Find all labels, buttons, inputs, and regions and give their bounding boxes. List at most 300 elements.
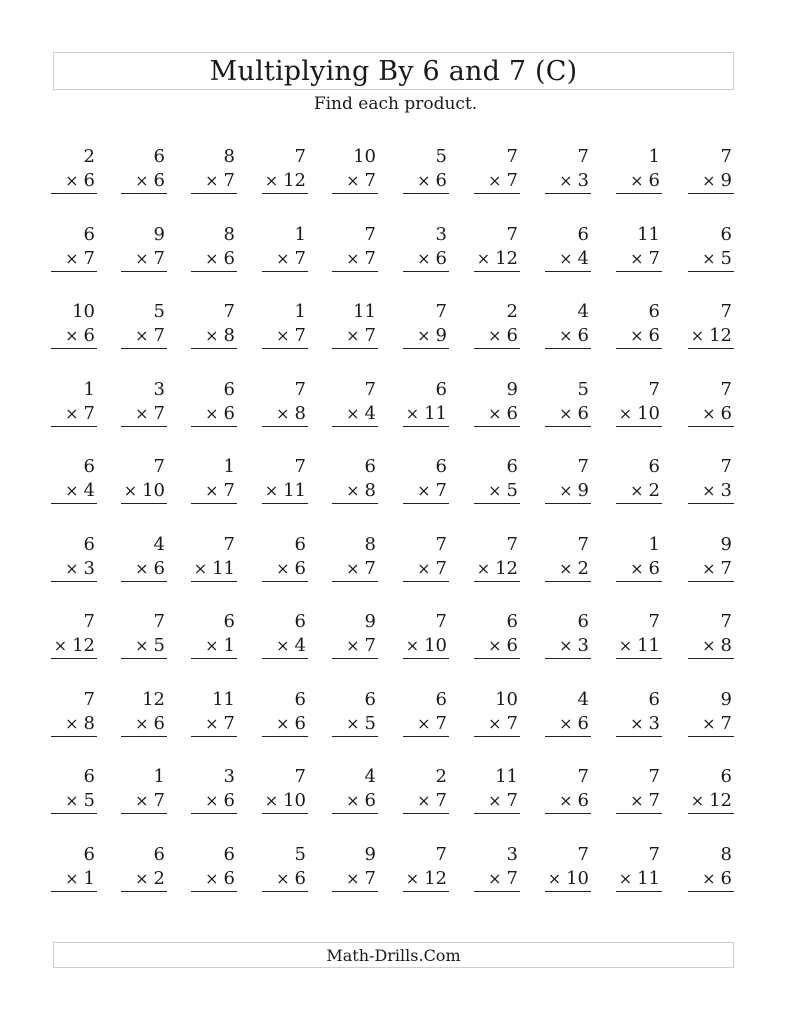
times-sign: × [559,248,573,268]
times-sign: × [346,481,360,500]
multiplier-line [545,789,591,814]
multiplier: 5 [364,712,376,734]
multiplication-problem [188,843,257,921]
times-sign: × [65,326,79,345]
times-sign: × [630,248,644,268]
times-sign: × [205,791,219,810]
multiplication-problem [257,455,326,533]
multiplication-problem [671,533,740,611]
multiplier-line [51,324,97,349]
multiplicand: 4 [153,533,165,555]
multiplicand: 11 [495,766,518,787]
multiplicand: 4 [577,688,589,710]
multiplier-line [332,712,378,737]
problem-body [332,145,378,194]
times-sign: × [417,481,431,500]
multiplier-line [332,479,378,504]
multiplier-line [688,712,734,737]
multiplier: 11 [637,867,660,889]
problem-body [616,223,662,272]
multiplier: 6 [648,170,660,191]
multiplication-problem [671,378,740,456]
multiplier-line [403,402,449,427]
multiplier-line [262,557,308,582]
problem-body [262,533,308,582]
multiplication-problem [119,843,188,921]
multiplier: 7 [153,325,165,346]
multiplication-problem [395,145,464,223]
multiplicand: 7 [720,301,732,322]
times-sign: × [417,558,431,578]
multiplier-line [191,324,237,349]
multiplicand: 6 [83,843,95,865]
multiplier-line [332,402,378,427]
multiplier-line [262,712,308,737]
multiplicand: 6 [294,533,306,555]
multiplier-line [616,324,662,349]
multiplication-problem [50,610,119,688]
times-sign: × [276,248,290,268]
multiplication-problem [395,223,464,301]
multiplication-problem [464,610,533,688]
multiplicand: 2 [83,146,95,167]
multiplicand: 7 [153,456,165,477]
multiplier-line [332,324,378,349]
problem-body [191,455,237,504]
multiplier: 9 [577,480,589,501]
times-sign: × [618,403,633,423]
multiplier: 11 [637,635,660,656]
problem-row [50,610,740,688]
multiplier-line [332,789,378,814]
times-sign: × [276,713,290,733]
multiplier-line [121,712,167,737]
multiplicand: 6 [223,378,235,400]
problem-body [688,300,734,349]
multiplication-problem [464,688,533,766]
multiplier: 10 [142,480,165,501]
multiplicand: 3 [435,223,447,245]
multiplier-line [121,789,167,814]
multiplication-problem [602,533,671,611]
multiplier: 6 [577,712,589,734]
times-sign: × [53,636,68,655]
multiplier: 7 [364,635,376,656]
footer-box [53,942,734,968]
times-sign: × [618,868,633,888]
multiplication-problem [464,455,533,533]
multiplicand: 6 [648,456,660,477]
multiplier: 4 [294,635,306,656]
multiplier: 3 [648,712,660,734]
multiplier: 7 [720,557,732,579]
multiplicand: 8 [364,533,376,555]
multiplier-line [121,867,167,892]
problem-body [474,455,520,504]
problem-body [262,765,308,814]
multiplication-problem [671,610,740,688]
times-sign: × [630,791,644,810]
multiplier-line [474,479,520,504]
multiplier: 6 [506,402,518,424]
times-sign: × [346,403,360,423]
multiplier-line [403,479,449,504]
problem-body [191,300,237,349]
multiplication-problem [257,610,326,688]
times-sign: × [205,713,219,733]
multiplier-line [121,324,167,349]
problem-body [403,300,449,349]
multiplication-problem [188,223,257,301]
multiplier: 12 [72,635,95,656]
problem-body [688,688,734,737]
times-sign: × [405,868,420,888]
multiplier: 6 [153,170,165,191]
multiplication-problem [188,300,257,378]
multiplication-problem [119,610,188,688]
multiplication-problem [50,378,119,456]
multiplier-line [403,324,449,349]
multiplicand: 6 [83,533,95,555]
multiplier-line [688,867,734,892]
multiplication-problem [602,688,671,766]
multiplier-line [121,479,167,504]
times-sign: × [346,326,360,345]
multiplier-line [403,634,449,659]
multiplication-problem [119,455,188,533]
multiplier-line [688,479,734,504]
multiplicand: 9 [364,843,376,865]
times-sign: × [559,713,573,733]
times-sign: × [630,481,644,500]
multiplication-problem [326,300,395,378]
multiplicand: 5 [577,378,589,400]
multiplier-line [121,169,167,194]
multiplicand: 6 [223,843,235,865]
times-sign: × [346,791,360,810]
problem-body [403,145,449,194]
problem-body [191,533,237,582]
times-sign: × [264,481,279,500]
multiplier-line [121,634,167,659]
problem-body [191,688,237,737]
multiplicand: 7 [720,378,732,400]
multiplier: 7 [435,790,447,811]
times-sign: × [135,558,149,578]
problem-body [545,378,591,427]
multiplier: 6 [294,557,306,579]
multiplicand: 6 [223,611,235,632]
multiplier: 7 [364,557,376,579]
multiplier: 7 [294,247,306,269]
multiplicand: 6 [648,301,660,322]
times-sign: × [488,791,502,810]
multiplicand: 7 [648,378,660,400]
multiplier-line [616,634,662,659]
multiplier-line [616,557,662,582]
times-sign: × [65,868,79,888]
multiplier: 7 [223,480,235,501]
multiplier-line [688,557,734,582]
multiplier: 12 [709,790,732,811]
multiplication-problem [464,145,533,223]
multiplicand: 9 [364,611,376,632]
multiplier-line [191,402,237,427]
multiplicand: 6 [294,611,306,632]
multiplicand: 7 [577,146,589,167]
multiplicand: 1 [648,533,660,555]
multiplier: 6 [294,712,306,734]
multiplier-line [474,789,520,814]
multiplication-problem [119,145,188,223]
multiplier-line [688,169,734,194]
times-sign: × [405,403,420,423]
times-sign: × [135,326,149,345]
multiplier-line [332,867,378,892]
multiplication-problem [119,223,188,301]
times-sign: × [559,326,573,345]
multiplicand: 7 [83,611,95,632]
multiplicand: 7 [506,146,518,167]
multiplier: 8 [83,712,95,734]
problem-body [121,455,167,504]
times-sign: × [690,326,705,345]
multiplier: 6 [435,247,447,269]
multiplicand: 7 [577,766,589,787]
multiplicand: 1 [153,766,165,787]
multiplication-problem [533,688,602,766]
multiplicand: 7 [506,533,518,555]
multiplicand: 12 [142,688,165,710]
problem-body [688,843,734,892]
multiplier-line [51,169,97,194]
multiplier: 11 [424,402,447,424]
multiplier-line [262,402,308,427]
problem-row [50,533,740,611]
multiplication-problem [119,378,188,456]
problem-body [474,533,520,582]
multiplicand: 6 [294,688,306,710]
problem-row [50,378,740,456]
multiplier: 6 [648,557,660,579]
multiplicand: 1 [294,223,306,245]
problem-body [688,610,734,659]
multiplication-problem [188,533,257,611]
times-sign: × [702,481,716,500]
multiplication-problem [326,533,395,611]
multiplication-problem [602,378,671,456]
multiplication-problem [533,610,602,688]
multiplicand: 7 [648,611,660,632]
multiplication-problem [602,455,671,533]
multiplier-line [616,712,662,737]
multiplication-problem [533,843,602,921]
multiplier-line [191,479,237,504]
multiplication-problem [395,455,464,533]
multiplier: 12 [495,247,518,269]
multiplier-line [51,789,97,814]
problem-row [50,300,740,378]
problem-row [50,455,740,533]
multiplicand: 7 [294,146,306,167]
times-sign: × [702,558,716,578]
page-title: Multiplying By 6 and 7 (C) [209,55,578,87]
problem-body [616,688,662,737]
problem-body [121,378,167,427]
multiplication-problem [188,610,257,688]
times-sign: × [205,326,219,345]
multiplier: 7 [435,480,447,501]
problem-body [121,145,167,194]
multiplier: 6 [223,790,235,811]
multiplier: 6 [506,325,518,346]
multiplier-line [545,402,591,427]
problem-body [545,843,591,892]
times-sign: × [135,403,149,423]
multiplicand: 5 [294,843,306,865]
times-sign: × [690,791,705,810]
instructions: Find each product. [313,94,478,114]
multiplicand: 9 [720,533,732,555]
times-sign: × [488,868,502,888]
problem-body [616,843,662,892]
multiplicand: 7 [435,301,447,322]
multiplier-line [474,402,520,427]
multiplier-line [545,479,591,504]
times-sign: × [405,636,420,655]
multiplicand: 7 [294,766,306,787]
multiplier-line [474,557,520,582]
times-sign: × [205,481,219,500]
multiplicand: 1 [294,301,306,322]
problem-body [51,378,97,427]
times-sign: × [264,171,279,190]
times-sign: × [205,248,219,268]
problem-row [50,765,740,843]
times-sign: × [417,791,431,810]
multiplier: 12 [495,557,518,579]
multiplication-problem [602,145,671,223]
multiplier-line [262,634,308,659]
multiplicand: 7 [648,766,660,787]
multiplication-problem [671,688,740,766]
multiplicand: 6 [83,223,95,245]
multiplier-line [616,402,662,427]
multiplication-problem [671,455,740,533]
times-sign: × [476,248,491,268]
multiplication-problem [671,765,740,843]
multiplicand: 8 [223,146,235,167]
multiplicand: 2 [435,766,447,787]
times-sign: × [123,481,138,500]
multiplier-line [262,324,308,349]
multiplier: 12 [709,325,732,346]
times-sign: × [417,248,431,268]
multiplier: 1 [83,867,95,889]
problem-body [332,455,378,504]
times-sign: × [135,713,149,733]
multiplication-problem [395,843,464,921]
multiplicand: 1 [648,146,660,167]
multiplier-line [474,634,520,659]
multiplier-line [545,247,591,272]
times-sign: × [135,868,149,888]
times-sign: × [135,791,149,810]
multiplier-line [332,557,378,582]
problem-body [616,378,662,427]
multiplier-line [616,169,662,194]
multiplicand: 7 [435,533,447,555]
multiplication-problem [533,378,602,456]
multiplier-line [262,867,308,892]
problem-body [262,843,308,892]
multiplicand: 6 [153,843,165,865]
multiplier-line [51,247,97,272]
problem-body [688,145,734,194]
problem-body [688,223,734,272]
multiplier: 6 [83,325,95,346]
multiplier-line [191,247,237,272]
times-sign: × [488,713,502,733]
multiplier-line [332,247,378,272]
multiplier-line [121,557,167,582]
multiplicand: 6 [720,223,732,245]
multiplicand: 9 [720,688,732,710]
problem-body [121,223,167,272]
multiplicand: 7 [720,456,732,477]
times-sign: × [488,326,502,345]
times-sign: × [702,403,716,423]
multiplier-line [262,479,308,504]
multiplication-problem [395,300,464,378]
multiplicand: 3 [223,766,235,787]
problem-body [474,378,520,427]
problem-body [51,145,97,194]
multiplicand: 10 [72,301,95,322]
multiplier: 10 [637,402,660,424]
multiplier: 6 [223,867,235,889]
multiplicand: 6 [435,378,447,400]
times-sign: × [205,636,219,655]
problem-body [616,610,662,659]
problem-body [545,300,591,349]
problem-body [545,223,591,272]
multiplication-problem [326,223,395,301]
problem-body [616,145,662,194]
multiplier: 6 [577,402,589,424]
problem-body [403,688,449,737]
multiplier: 10 [283,790,306,811]
multiplicand: 6 [153,146,165,167]
multiplier: 2 [648,480,660,501]
times-sign: × [346,636,360,655]
multiplication-problem [257,688,326,766]
problem-body [545,455,591,504]
multiplier: 7 [153,790,165,811]
multiplier: 5 [506,480,518,501]
multiplicand: 1 [223,456,235,477]
problem-body [121,843,167,892]
times-sign: × [276,636,290,655]
title-box [53,52,734,90]
multiplicand: 6 [648,688,660,710]
times-sign: × [65,248,79,268]
problem-row [50,145,740,223]
multiplier-line [403,712,449,737]
times-sign: × [488,403,502,423]
times-sign: × [193,558,208,578]
multiplier: 7 [506,867,518,889]
